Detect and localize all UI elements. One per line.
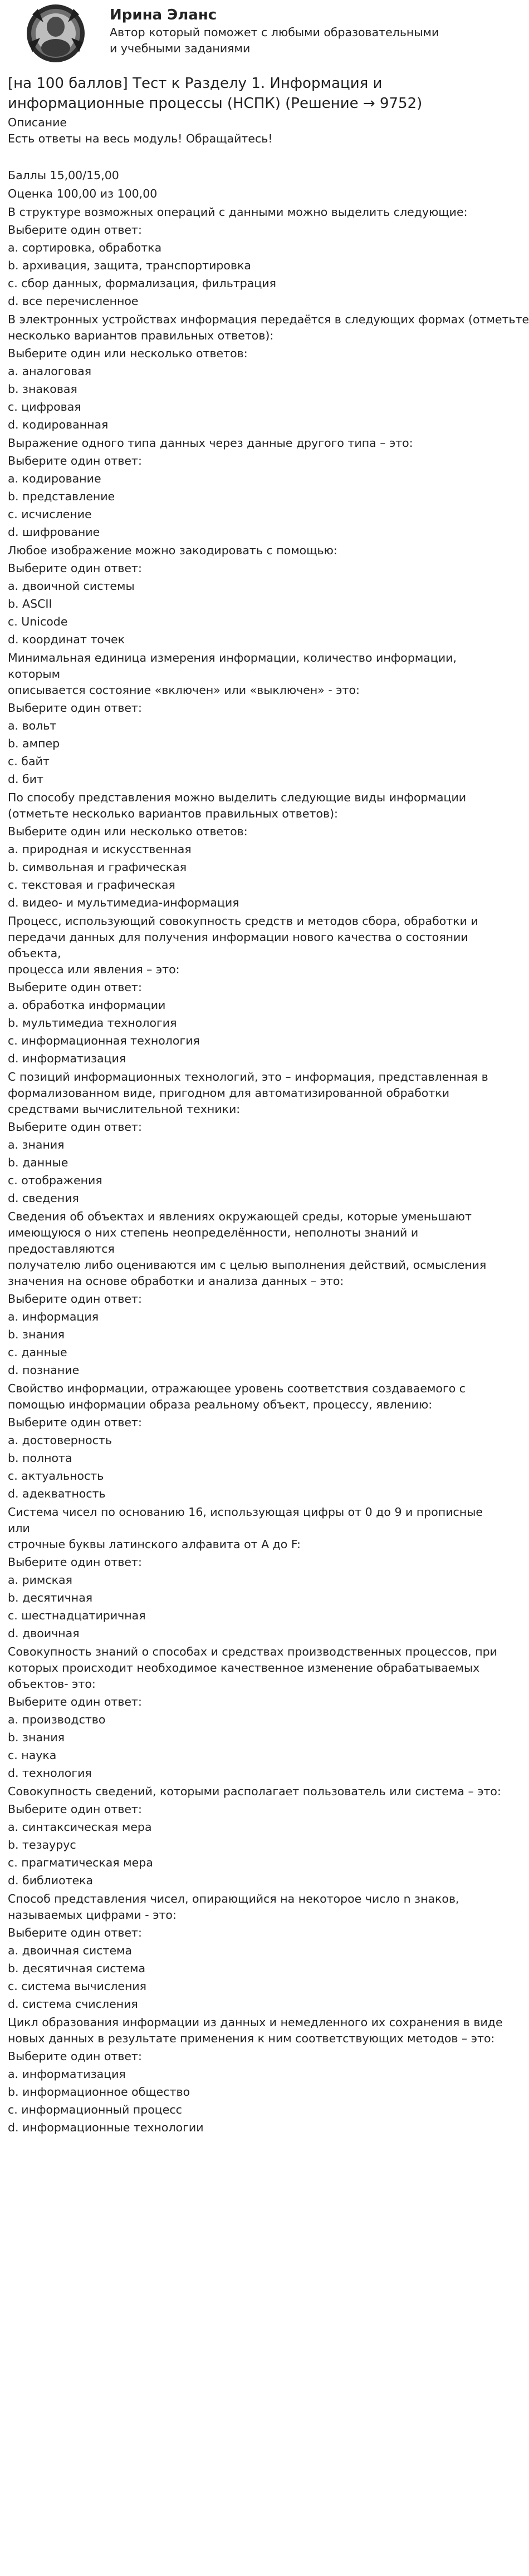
answer-option: d. бит xyxy=(8,772,43,786)
answer-option: a. синтаксическая мера xyxy=(8,1820,152,1834)
question-line: По способу представления можно выделить следующие виды информации xyxy=(8,791,467,804)
answer-option: a. производство xyxy=(8,1713,106,1726)
answer-option: c. цифровая xyxy=(8,400,81,413)
answer-option: c. система вычисления xyxy=(8,1979,147,1993)
answer-option: d. система счисления xyxy=(8,1997,138,2011)
question-text xyxy=(8,1784,501,1800)
answer-prompt: Выберите один ответ: xyxy=(8,981,142,994)
question-text xyxy=(8,1069,488,1117)
question-text xyxy=(8,913,478,978)
question-text xyxy=(8,2014,503,2047)
question-line: передачи данных для получения информации нового качества о состоянии xyxy=(8,930,468,944)
answer-option: b. архивация, защита, транспортировка xyxy=(8,259,251,272)
answer-prompt: Выберите один ответ: xyxy=(8,2050,142,2063)
answer-option: a. вольт xyxy=(8,719,57,732)
description-label: Описание xyxy=(8,116,67,129)
question-line: Минимальная единица измерения информации, количество информации, xyxy=(8,651,457,664)
question-line: объекта, xyxy=(8,947,61,960)
answer-option: b. информационное общество xyxy=(8,2085,190,2099)
answer-prompt: Выберите один или несколько ответов: xyxy=(8,347,248,360)
question-block xyxy=(8,435,464,540)
answer-option: b. ASCII xyxy=(8,597,52,610)
answer-option: d. координат точек xyxy=(8,633,125,646)
question-block xyxy=(8,1891,464,2012)
answer-option: a. аналоговая xyxy=(8,365,92,378)
answer-option: d. технология xyxy=(8,1766,92,1780)
answer-option: c. информационная технология xyxy=(8,1034,200,1047)
question-line: которым xyxy=(8,667,61,681)
answer-option: a. природная и искусственная xyxy=(8,843,192,856)
answer-prompt: Выберите один ответ: xyxy=(8,454,142,467)
answer-option: b. полнота xyxy=(8,1451,72,1465)
question-block xyxy=(8,913,478,1067)
answer-option: d. информационные технологии xyxy=(8,2121,204,2134)
answer-option: b. ампер xyxy=(8,737,60,750)
question-line: получателю либо оцениваются им с целью выполнения действий, осмысления xyxy=(8,1258,487,1272)
grade-text: Оценка 100,00 из 100,00 xyxy=(8,187,158,200)
answer-option: a. информация xyxy=(8,1310,99,1323)
question-text xyxy=(8,312,529,344)
answer-option: a. сортировка, обработка xyxy=(8,241,162,254)
question-line: В электронных устройствах информация передаётся в следующих формах (отметьте xyxy=(8,313,529,326)
question-text xyxy=(8,1504,483,1553)
question-line: В структуре возможных операций с данными можно выделить следующие: xyxy=(8,205,468,219)
author-header xyxy=(8,0,464,68)
question-line: (отметьте несколько вариантов правильных ответов): xyxy=(8,807,338,820)
answer-option: a. достоверность xyxy=(8,1434,112,1447)
answer-prompt: Выберите один ответ: xyxy=(8,1416,142,1429)
answer-option: a. кодирование xyxy=(8,472,101,485)
answer-option: b. символьная и графическая xyxy=(8,860,187,874)
answer-option: a. двоичная система xyxy=(8,1944,133,1957)
question-line: описывается состояние «включен» или «выключен» - это: xyxy=(8,683,360,697)
answer-option: c. наука xyxy=(8,1748,57,1762)
answer-prompt: Выберите один ответ: xyxy=(8,1802,142,1816)
answer-option: d. видео- и мультимедиа-информация xyxy=(8,896,239,909)
question-text xyxy=(8,204,468,220)
answer-prompt: Выберите один ответ: xyxy=(8,1695,142,1708)
answer-prompt: Выберите один ответ: xyxy=(8,1120,142,1134)
question-text xyxy=(8,1891,464,1923)
answer-option: b. знаковая xyxy=(8,382,77,396)
question-block xyxy=(8,312,529,433)
question-line: средствами вычислительной техники: xyxy=(8,1102,241,1116)
question-line: С позиций информационных технологий, это – информация, представленная в xyxy=(8,1070,488,1083)
description-text: Есть ответы на весь модуль! Обращайтесь! xyxy=(8,132,273,145)
question-line: формализованном виде, пригодном для автоматизированной обработки xyxy=(8,1086,450,1100)
question-line: которых происходит необходимое качественное изменение обрабатываемых xyxy=(8,1661,480,1674)
question-text xyxy=(8,1644,497,1692)
question-line: Система чисел по основанию 16, использующая цифры от 0 до 9 и прописные xyxy=(8,1505,483,1519)
question-block xyxy=(8,650,464,787)
question-line: объектов- это: xyxy=(8,1677,96,1691)
answer-option: b. представление xyxy=(8,490,115,503)
author-avatar xyxy=(16,3,96,63)
answer-option: b. знания xyxy=(8,1328,65,1341)
answer-option: c. байт xyxy=(8,755,50,768)
question-line: Сведения об объектах и явлениях окружающей среды, которые уменьшают xyxy=(8,1210,472,1223)
question-block xyxy=(8,204,468,309)
answer-option: d. двоичная xyxy=(8,1627,80,1640)
question-block xyxy=(8,2014,503,2136)
question-text xyxy=(8,435,464,451)
answer-option: d. адекватность xyxy=(8,1487,106,1500)
question-line: имеющуюся о них степень неопределённости, неполноты знаний и xyxy=(8,1226,419,1239)
question-line: Процесс, использующий совокупность средств и методов сбора, обработки и xyxy=(8,914,478,928)
question-line: Способ представления чисел, опирающийся на некоторое число n знаков, xyxy=(8,1892,459,1905)
answer-option: c. данные xyxy=(8,1346,67,1359)
answer-option: c. шестнадцатиричная xyxy=(8,1609,146,1622)
question-line: Цикл образования информации из данных и немедленного их сохранения в виде xyxy=(8,2016,503,2029)
question-text xyxy=(8,650,464,698)
answer-prompt: Выберите один или несколько ответов: xyxy=(8,825,248,838)
answer-prompt: Выберите один ответ: xyxy=(8,223,142,237)
question-line: Свойство информации, отражающее уровень соответствия создаваемого с xyxy=(8,1382,466,1395)
answer-option: b. десятичная xyxy=(8,1591,93,1604)
author-description: Автор который поможет с любыми образовательными и учебными заданиями xyxy=(110,26,439,55)
question-line: строчные буквы латинского алфавита от A до F: xyxy=(8,1538,301,1551)
answer-option: b. знания xyxy=(8,1731,65,1744)
question-text xyxy=(8,1209,487,1289)
question-line: предоставляются xyxy=(8,1242,115,1255)
answer-option: c. Unicode xyxy=(8,615,68,628)
question-block xyxy=(8,1644,497,1781)
question-text xyxy=(8,543,464,559)
question-block xyxy=(8,1784,501,1889)
score-text: Баллы 15,00/15,00 xyxy=(8,169,119,182)
author-name[interactable]: Ирина Эланс xyxy=(110,7,217,23)
answer-option: d. познание xyxy=(8,1363,80,1377)
answer-option: c. текстовая и графическая xyxy=(8,878,175,891)
answer-option: c. отображения xyxy=(8,1174,102,1187)
answer-option: a. знания xyxy=(8,1138,65,1151)
answer-option: b. мультимедиа технология xyxy=(8,1016,177,1030)
question-line: Совокупность сведений, которыми располагает пользователь или система – это: xyxy=(8,1785,501,1798)
question-line: Совокупность знаний о способах и средствах производственных процессов, при xyxy=(8,1645,497,1658)
answer-option: a. римская xyxy=(8,1573,72,1587)
answer-option: d. библиотека xyxy=(8,1874,94,1887)
answer-option: c. информационный процесс xyxy=(8,2103,182,2116)
question-block xyxy=(8,1381,464,1502)
spacer xyxy=(8,147,464,163)
answer-prompt: Выберите один ответ: xyxy=(8,562,142,575)
answer-option: d. сведения xyxy=(8,1191,79,1205)
question-line: помощью информации образа реальному объект, процессу, явлению: xyxy=(8,1398,433,1411)
answer-prompt: Выберите один ответ: xyxy=(8,1926,142,1939)
question-text xyxy=(8,790,467,822)
answer-option: c. прагматическая мера xyxy=(8,1856,153,1869)
question-line: процесса или явления – это: xyxy=(8,963,180,976)
answer-option: d. информатизация xyxy=(8,1052,126,1065)
answer-option: d. кодированная xyxy=(8,418,109,431)
answer-option: b. тезаурус xyxy=(8,1838,76,1851)
answer-option: d. шифрование xyxy=(8,525,100,539)
answer-option: b. десятичная система xyxy=(8,1962,146,1975)
questions-list xyxy=(8,204,529,2136)
answer-option: b. данные xyxy=(8,1156,68,1169)
question-block xyxy=(8,1069,488,1206)
question-line: называемых цифрами - это: xyxy=(8,1908,177,1922)
question-line: несколько вариантов правильных ответов): xyxy=(8,329,274,342)
answer-option: c. исчисление xyxy=(8,508,92,521)
answer-prompt: Выберите один ответ: xyxy=(8,701,142,715)
question-text xyxy=(8,1381,464,1413)
answer-option: c. сбор данных, формализация, фильтрация xyxy=(8,277,276,290)
question-block xyxy=(8,1209,487,1378)
page-title: [на 100 баллов] Тест к Разделу 1. Информация и информационные процессы (НСПК) (Решение → 9752) xyxy=(8,75,423,112)
answer-option: a. информатизация xyxy=(8,2067,126,2081)
answer-prompt: Выберите один ответ: xyxy=(8,1555,142,1569)
question-line: Выражение одного типа данных через данные другого типа – это: xyxy=(8,436,413,450)
question-line: или xyxy=(8,1521,30,1535)
answer-option: a. двоичной системы xyxy=(8,579,135,593)
answer-prompt: Выберите один ответ: xyxy=(8,1292,142,1306)
question-block xyxy=(8,790,467,911)
question-block xyxy=(8,543,464,648)
question-line: значения на основе обработки и анализа данных – это: xyxy=(8,1274,344,1288)
question-line: Любое изображение можно закодировать с помощью: xyxy=(8,544,337,557)
answer-option: c. актуальность xyxy=(8,1469,104,1482)
question-line: новых данных в результате применения к ним соответствующих методов – это: xyxy=(8,2032,495,2045)
question-block xyxy=(8,1504,483,1642)
answer-option: a. обработка информации xyxy=(8,998,166,1012)
answer-option: d. все перечисленное xyxy=(8,294,139,308)
